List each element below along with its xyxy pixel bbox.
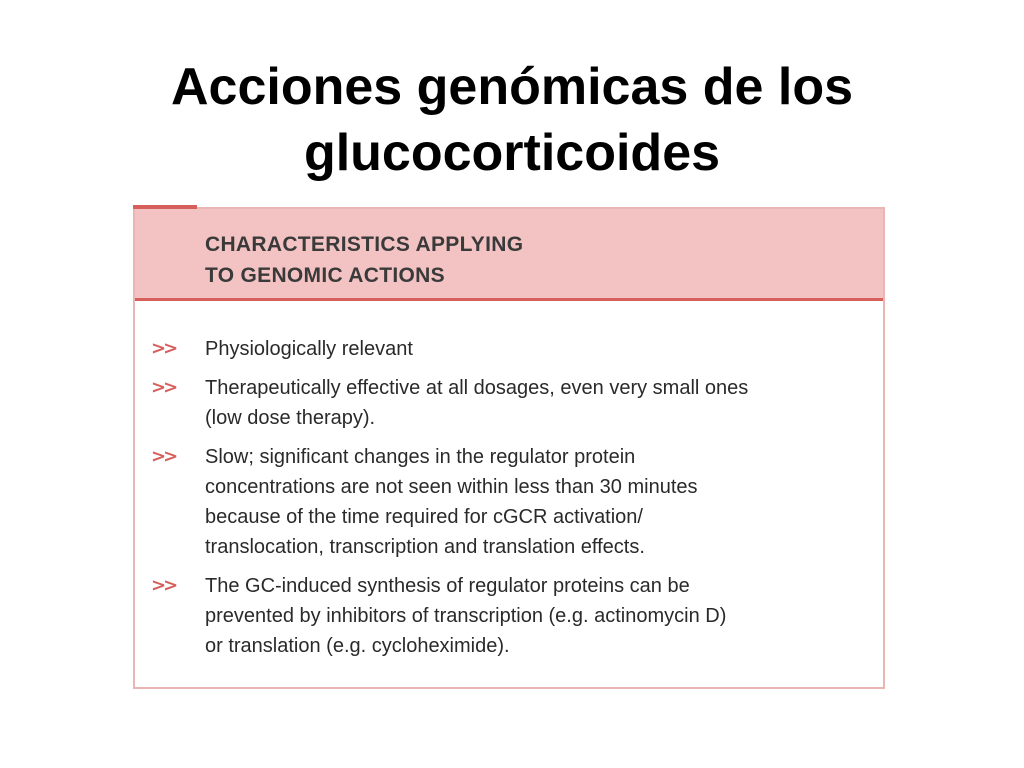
box-header-line-2: TO GENOMIC ACTIONS <box>205 264 445 287</box>
list-item <box>135 334 883 364</box>
list-item-line: concentrations are not seen within less than 30 minutes <box>205 476 698 498</box>
list-item <box>135 373 883 433</box>
list-item-text <box>205 571 855 661</box>
box-header <box>135 209 883 301</box>
slide-title <box>0 54 1024 186</box>
list-item-line: or translation (e.g. cycloheximide). <box>205 635 510 657</box>
list-item-line: because of the time required for cGCR activation/ <box>205 506 643 528</box>
double-chevron-icon: >> <box>151 377 176 398</box>
double-chevron-icon: >> <box>151 338 176 359</box>
list-item-line: (low dose therapy). <box>205 407 376 429</box>
list-item-line: Slow; significant changes in the regulator protein <box>205 446 636 468</box>
slide-title-line-1: Acciones genómicas de los <box>170 58 854 116</box>
slide-title-line-2: glucocorticoides <box>303 124 721 182</box>
list-item-line: prevented by inhibitors of transcription (e.g. actinomycin D) <box>205 605 727 627</box>
list-item-text <box>205 373 855 433</box>
list-item <box>135 571 883 661</box>
double-chevron-icon: >> <box>151 575 176 596</box>
list-item <box>135 442 883 562</box>
list-item-text <box>205 442 855 562</box>
box-header-title <box>205 229 523 291</box>
characteristics-box <box>133 207 885 689</box>
box-header-line-1: CHARACTERISTICS APPLYING <box>205 233 524 256</box>
list-item-line: Therapeutically effective at all dosages, even very small ones <box>205 377 749 399</box>
list-item-line: Physiologically relevant <box>205 338 413 360</box>
list-item-line: The GC-induced synthesis of regulator proteins can be <box>205 575 690 597</box>
list-item-line: translocation, transcription and translation effects. <box>205 536 645 558</box>
characteristics-list <box>135 334 883 670</box>
list-item-text <box>205 334 855 364</box>
double-chevron-icon: >> <box>151 446 176 467</box>
